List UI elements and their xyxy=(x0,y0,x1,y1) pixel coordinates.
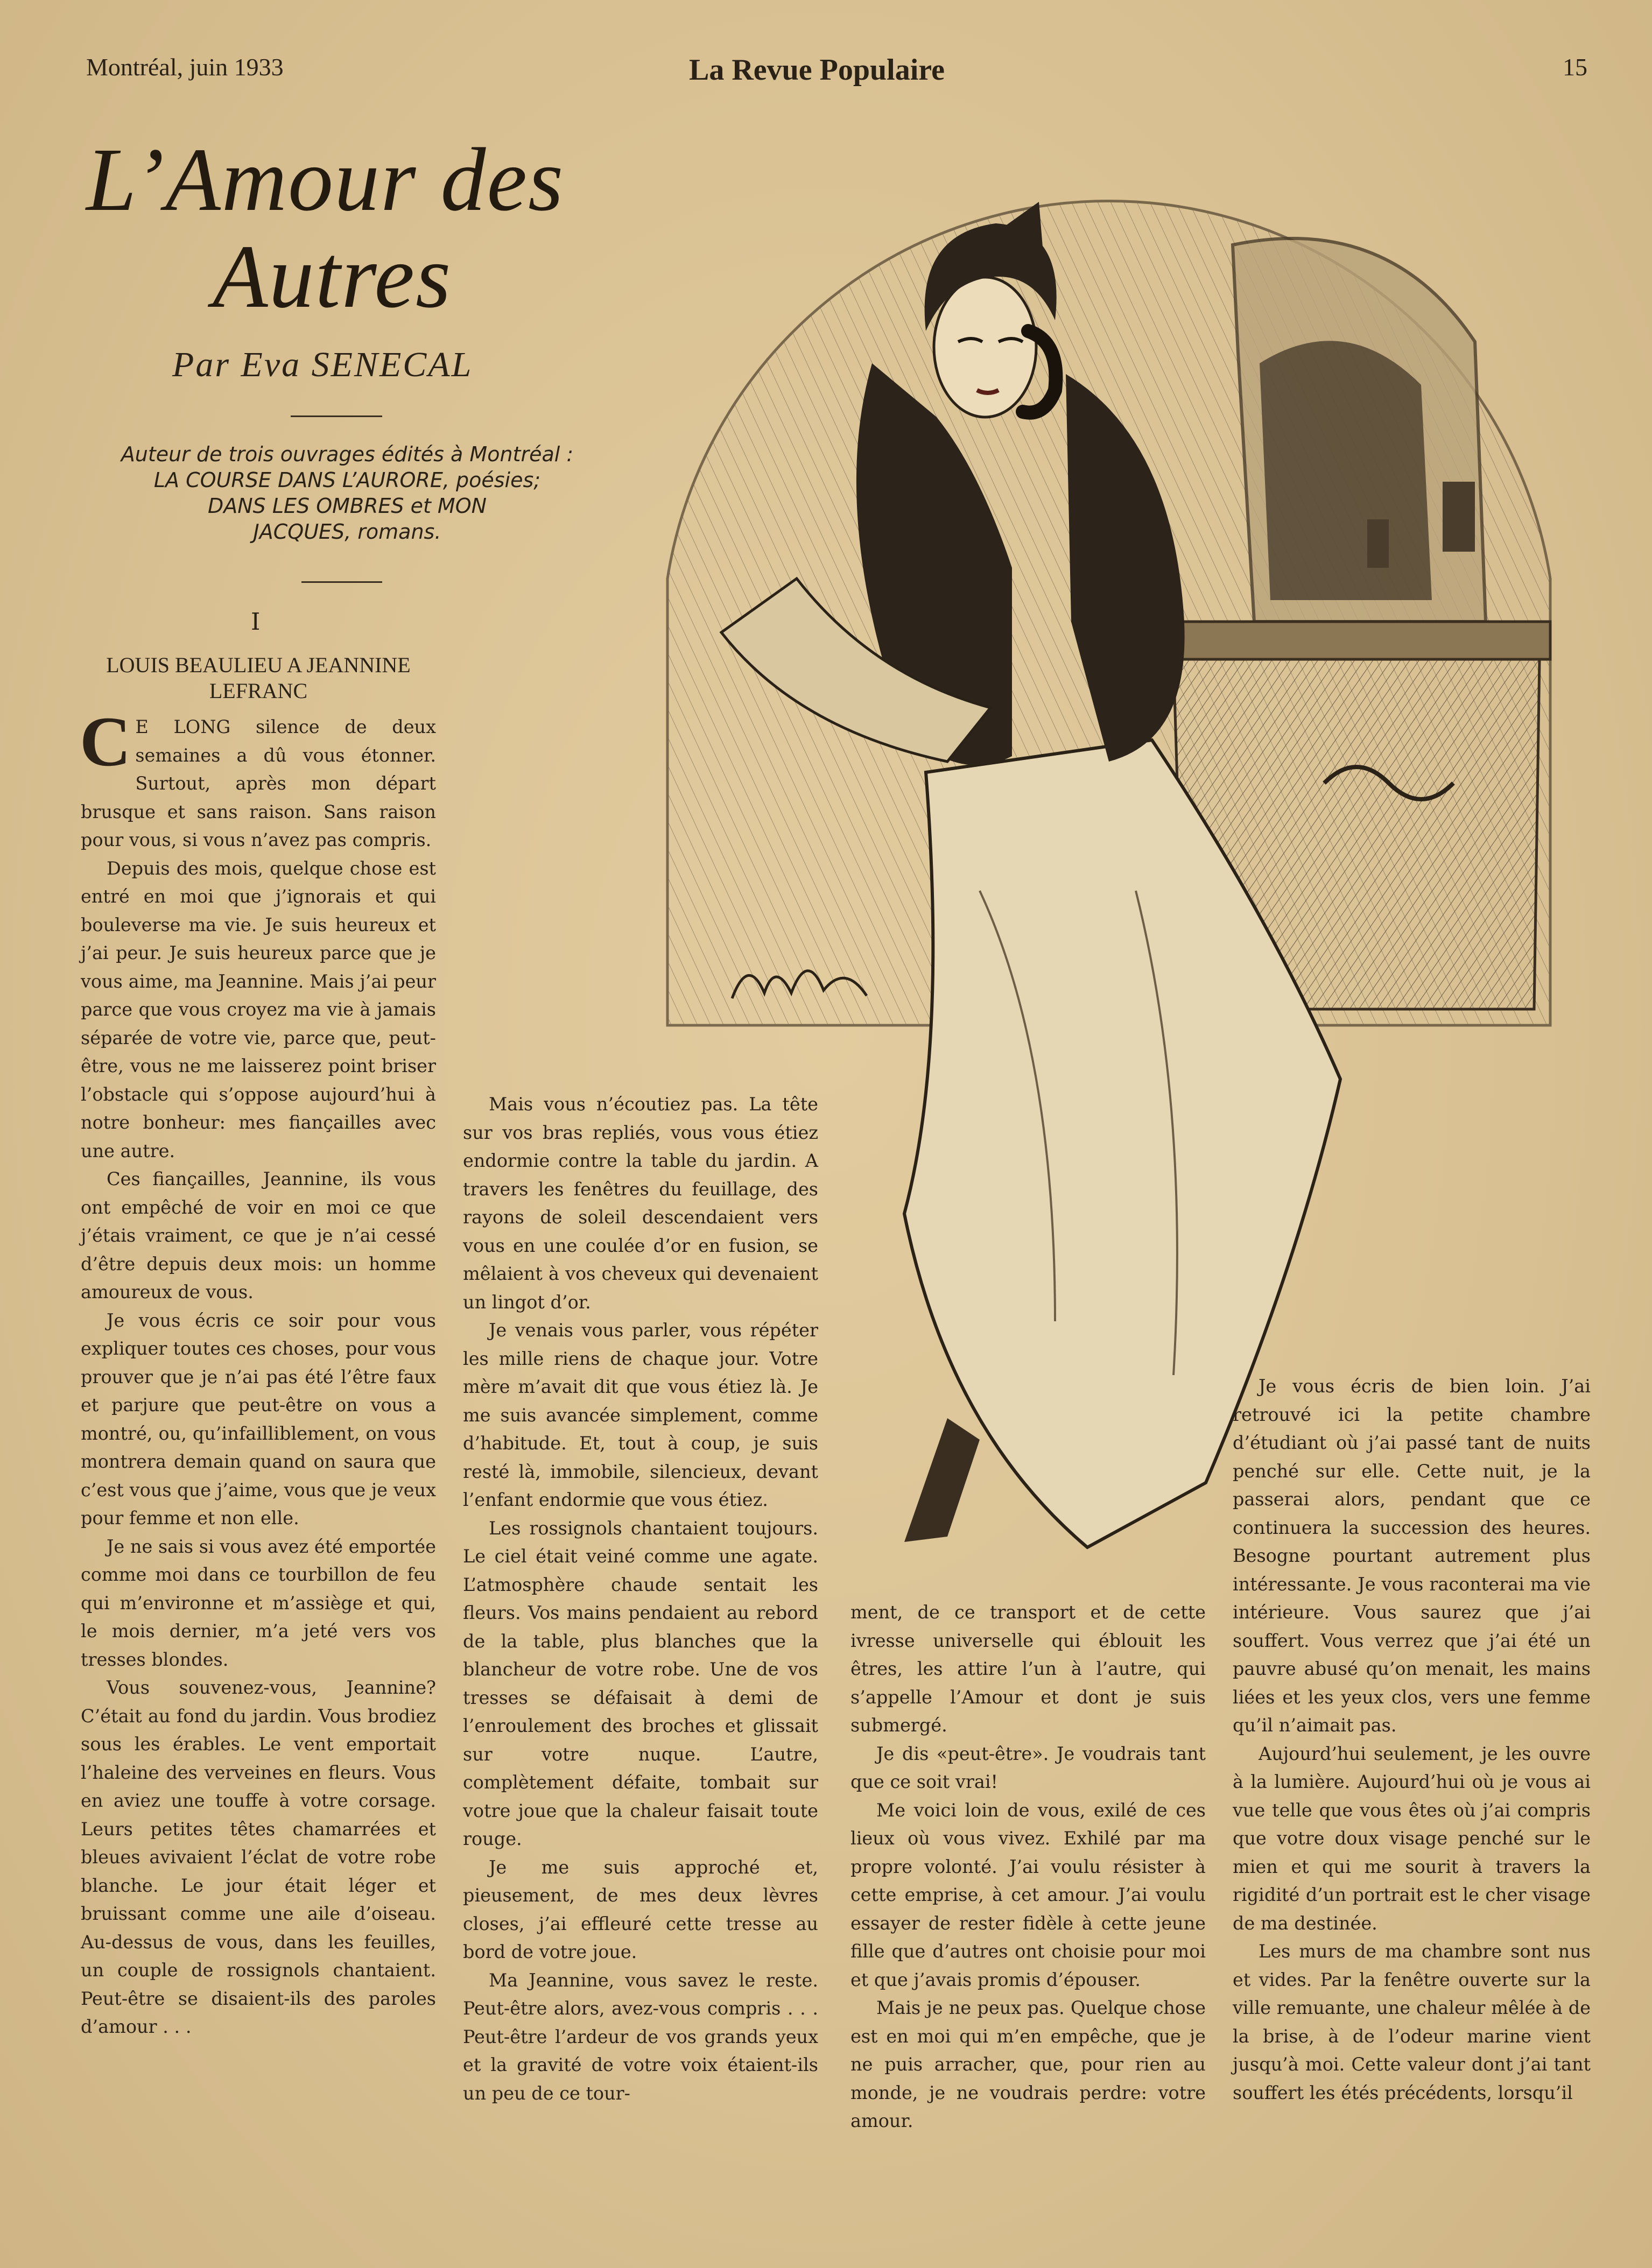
paragraph: Aujourd’hui seulement, je les ouvre à la lumière. Aujourd’hui où je vous ai vue telle que vous êtes où j’ai compris que votre doux visage penché sur le mien et qui me sourit à travers la rigidité d’un portrait est le cher visage de ma destinée. xyxy=(1233,1743,1591,1934)
paragraph: Je venais vous parler, vous répéter les mille riens de chaque jour. Votre mère m’avait dit que vous étiez là. Je me suis avancée simplement, comme d’habitude. Et, tout à coup, je suis resté là, immobile, silencieux, devant l’enfant endormie que vous étiez. xyxy=(463,1320,818,1510)
page-number: 15 xyxy=(1563,53,1587,81)
paragraph: Les rossignols chantaient toujours. Le ciel était veiné comme une agate. L’atmosphère chaude sentait les fleurs. Vos mains pendaient au rebord de la table, plus blanches que la blancheur de votre robe. Une de vos tresses se défaisait à demi de l’enroulement des broches et glissait sur votre nuque. L’autre, complètement défaite, tombait sur votre joue que la chaleur faisait toute rouge. xyxy=(463,1517,818,1849)
text-column-1 xyxy=(80,702,436,2041)
title-line-2: Autres xyxy=(213,227,452,327)
face xyxy=(934,277,1036,417)
divider xyxy=(291,415,382,417)
divider xyxy=(301,581,382,583)
paragraph: Les murs de ma chambre sont nus et vides. Par la fenêtre ouverte sur la ville remuante, une chaleur mêlée à de la brise, à de l’odeur marine vient jusqu’à moi. Cette valeur dont j’ai tant souffert les étés précédents, lorsqu’il xyxy=(1233,1941,1591,2103)
header-date: Montréal, juin 1933 xyxy=(86,53,284,81)
paragraph: ment, de ce transport et de cette ivresse universelle qui éblouit les êtres, les attire l’un à l’autre, qui s’appelle l’Amour et dont je suis submergé. xyxy=(850,1602,1206,1736)
shoe xyxy=(904,1418,980,1542)
author-note-line: JACQUES, romans. xyxy=(253,520,441,544)
paragraph: Je dis «peut-être». Je voudrais tant que ce soit vrai! xyxy=(850,1743,1206,1792)
magazine-name: La Revue Populaire xyxy=(689,53,945,87)
author-note-line: Auteur de trois ouvrages édités à Montréal : xyxy=(121,442,574,466)
paragraph: Me voici loin de vous, exilé de ces lieux où vous vivez. Exhilé par ma propre volonté. J’ai voulu résister à cette emprise, à cet amour. J’ai voulu essayer de rester fidèle à cette jeune fille que d’autres ont choisie pour moi et que j’avais promis d’épouser. xyxy=(850,1799,1206,1990)
text-column-3 xyxy=(850,1598,1206,2136)
text-column-4 xyxy=(1233,1372,1591,2107)
author-note xyxy=(81,441,614,545)
paragraph: Ces fiançailles, Jeannine, ils vous ont empêché de voir en moi ce que j’étais vraiment, ce que je n’ai cessé d’être depuis deux mois: un homme amoureux de vous. xyxy=(81,1168,436,1302)
paragraph: Je ne sais si vous avez été emportée comme moi dans ce tourbillon de feu qui m’environne et m’assiège et qui, le mois dernier, m’a jeté vers vos tresses blondes. xyxy=(81,1536,436,1670)
drop-cap: C xyxy=(80,702,131,781)
byline: Par Eva SENECAL xyxy=(172,345,473,384)
chapter-heading: LOUIS BEAULIEU A JEANNINE LEFRANC xyxy=(106,653,411,703)
paragraph: Ma Jeannine, vous savez le reste. Peut-être alors, avez-vous compris . . . Peut-être l’ardeur de vos grands yeux et la gravité de votre voix étaient-ils un peu de ce tour- xyxy=(463,1969,818,2104)
chapter-number: I xyxy=(251,608,261,636)
paragraph: Mais je ne peux pas. Quelque chose est en moi qui m’en empêche, que je ne puis arracher, que, pour rien au monde, je ne voudrais perdre: votre amour. xyxy=(850,1997,1206,2131)
paragraph: Je vous écris ce soir pour vous expliquer toutes ces choses, pour vous prouver que je n’ai pas été l’être faux et parjure que peut-être on vous a montré, ou, qu’infailliblement, on vous montrera demain quand on saura que c’est vous que j’aime, vous que je veux pour femme et non elle. xyxy=(81,1309,436,1529)
paragraph: Mais vous n’écoutiez pas. La tête sur vos bras repliés, vous vous étiez endormie contre la table du jardin. A travers les fenêtres du feuillage, des rayons de soleil descendaient vers vous en une coulée d’or en fusion, se mêlaient à vos cheveux qui devenaient un lingot d’or. xyxy=(463,1094,818,1313)
dresser-top xyxy=(1163,622,1550,659)
paragraph: Depuis des mois, quelque chose est entré en moi que j’ignorais et qui bouleverse ma vie. Je suis heureux et j’ai peur. Je suis heureux parce que je vous aime, ma Jeannine. Mais j’ai peur parce que vous croyez ma vie à jamais séparée de votre vie, parce que, peut-être, vous ne me laisserez point briser l’obstacle qui s’oppose aujourd’hui à notre bonheur: mes fiançailles avec une autre. xyxy=(81,857,436,1161)
paragraph: Je me suis approché et, pieusement, de mes deux lèvres closes, j’ai effleuré cette tresse au bord de votre joue. xyxy=(463,1856,818,1962)
paragraph: Vous souvenez-vous, Jeannine? C’était au fond du jardin. Vous brodiez sous les érables. Le vent emportait l’haleine des verveines en fleurs. Vous en aviez une touffe à votre corsage. Leurs petites têtes chamarrées et bleues avivaient l’éclat de votre robe blanche. Le jour était léger et bruissant comme une aile d’oiseau. Au-dessus de vous, dans les feuilles, un couple de rossignols chantaient. Peut-être se disaient-ils des paroles d’amour . . . xyxy=(81,1677,436,2037)
paragraph: Je vous écris de bien loin. J’ai retrouvé ici la petite chambre d’étudiant où j’ai passé tant de nuits penché sur elle. Cette nuit, je la passerai alors, pendant que ce continuera la succession des heures. Besogne pourtant autrement plus intéressante. Je vous raconterai ma vie intérieure. Vous saurez que j’ai souffert. Vous verrez que j’ai été un pauvre abusé qu’on menait, les mains liées et les yeux clos, vers une femme qu’il n’aimait pas. xyxy=(1233,1376,1591,1736)
author-note-line: LA COURSE DANS L’AURORE, poésies; xyxy=(153,468,541,492)
author-note-line: DANS LES OMBRES et MON xyxy=(207,494,487,518)
paragraph: C E LONG silence de deux semaines a dû vous étonner. Surtout, après mon départ brusque et sans raison. Sans raison pour vous, si vous n’avez pas compris. xyxy=(80,702,436,850)
title-line-1: L’Amour des xyxy=(86,130,565,230)
text-column-2 xyxy=(463,1090,818,2108)
